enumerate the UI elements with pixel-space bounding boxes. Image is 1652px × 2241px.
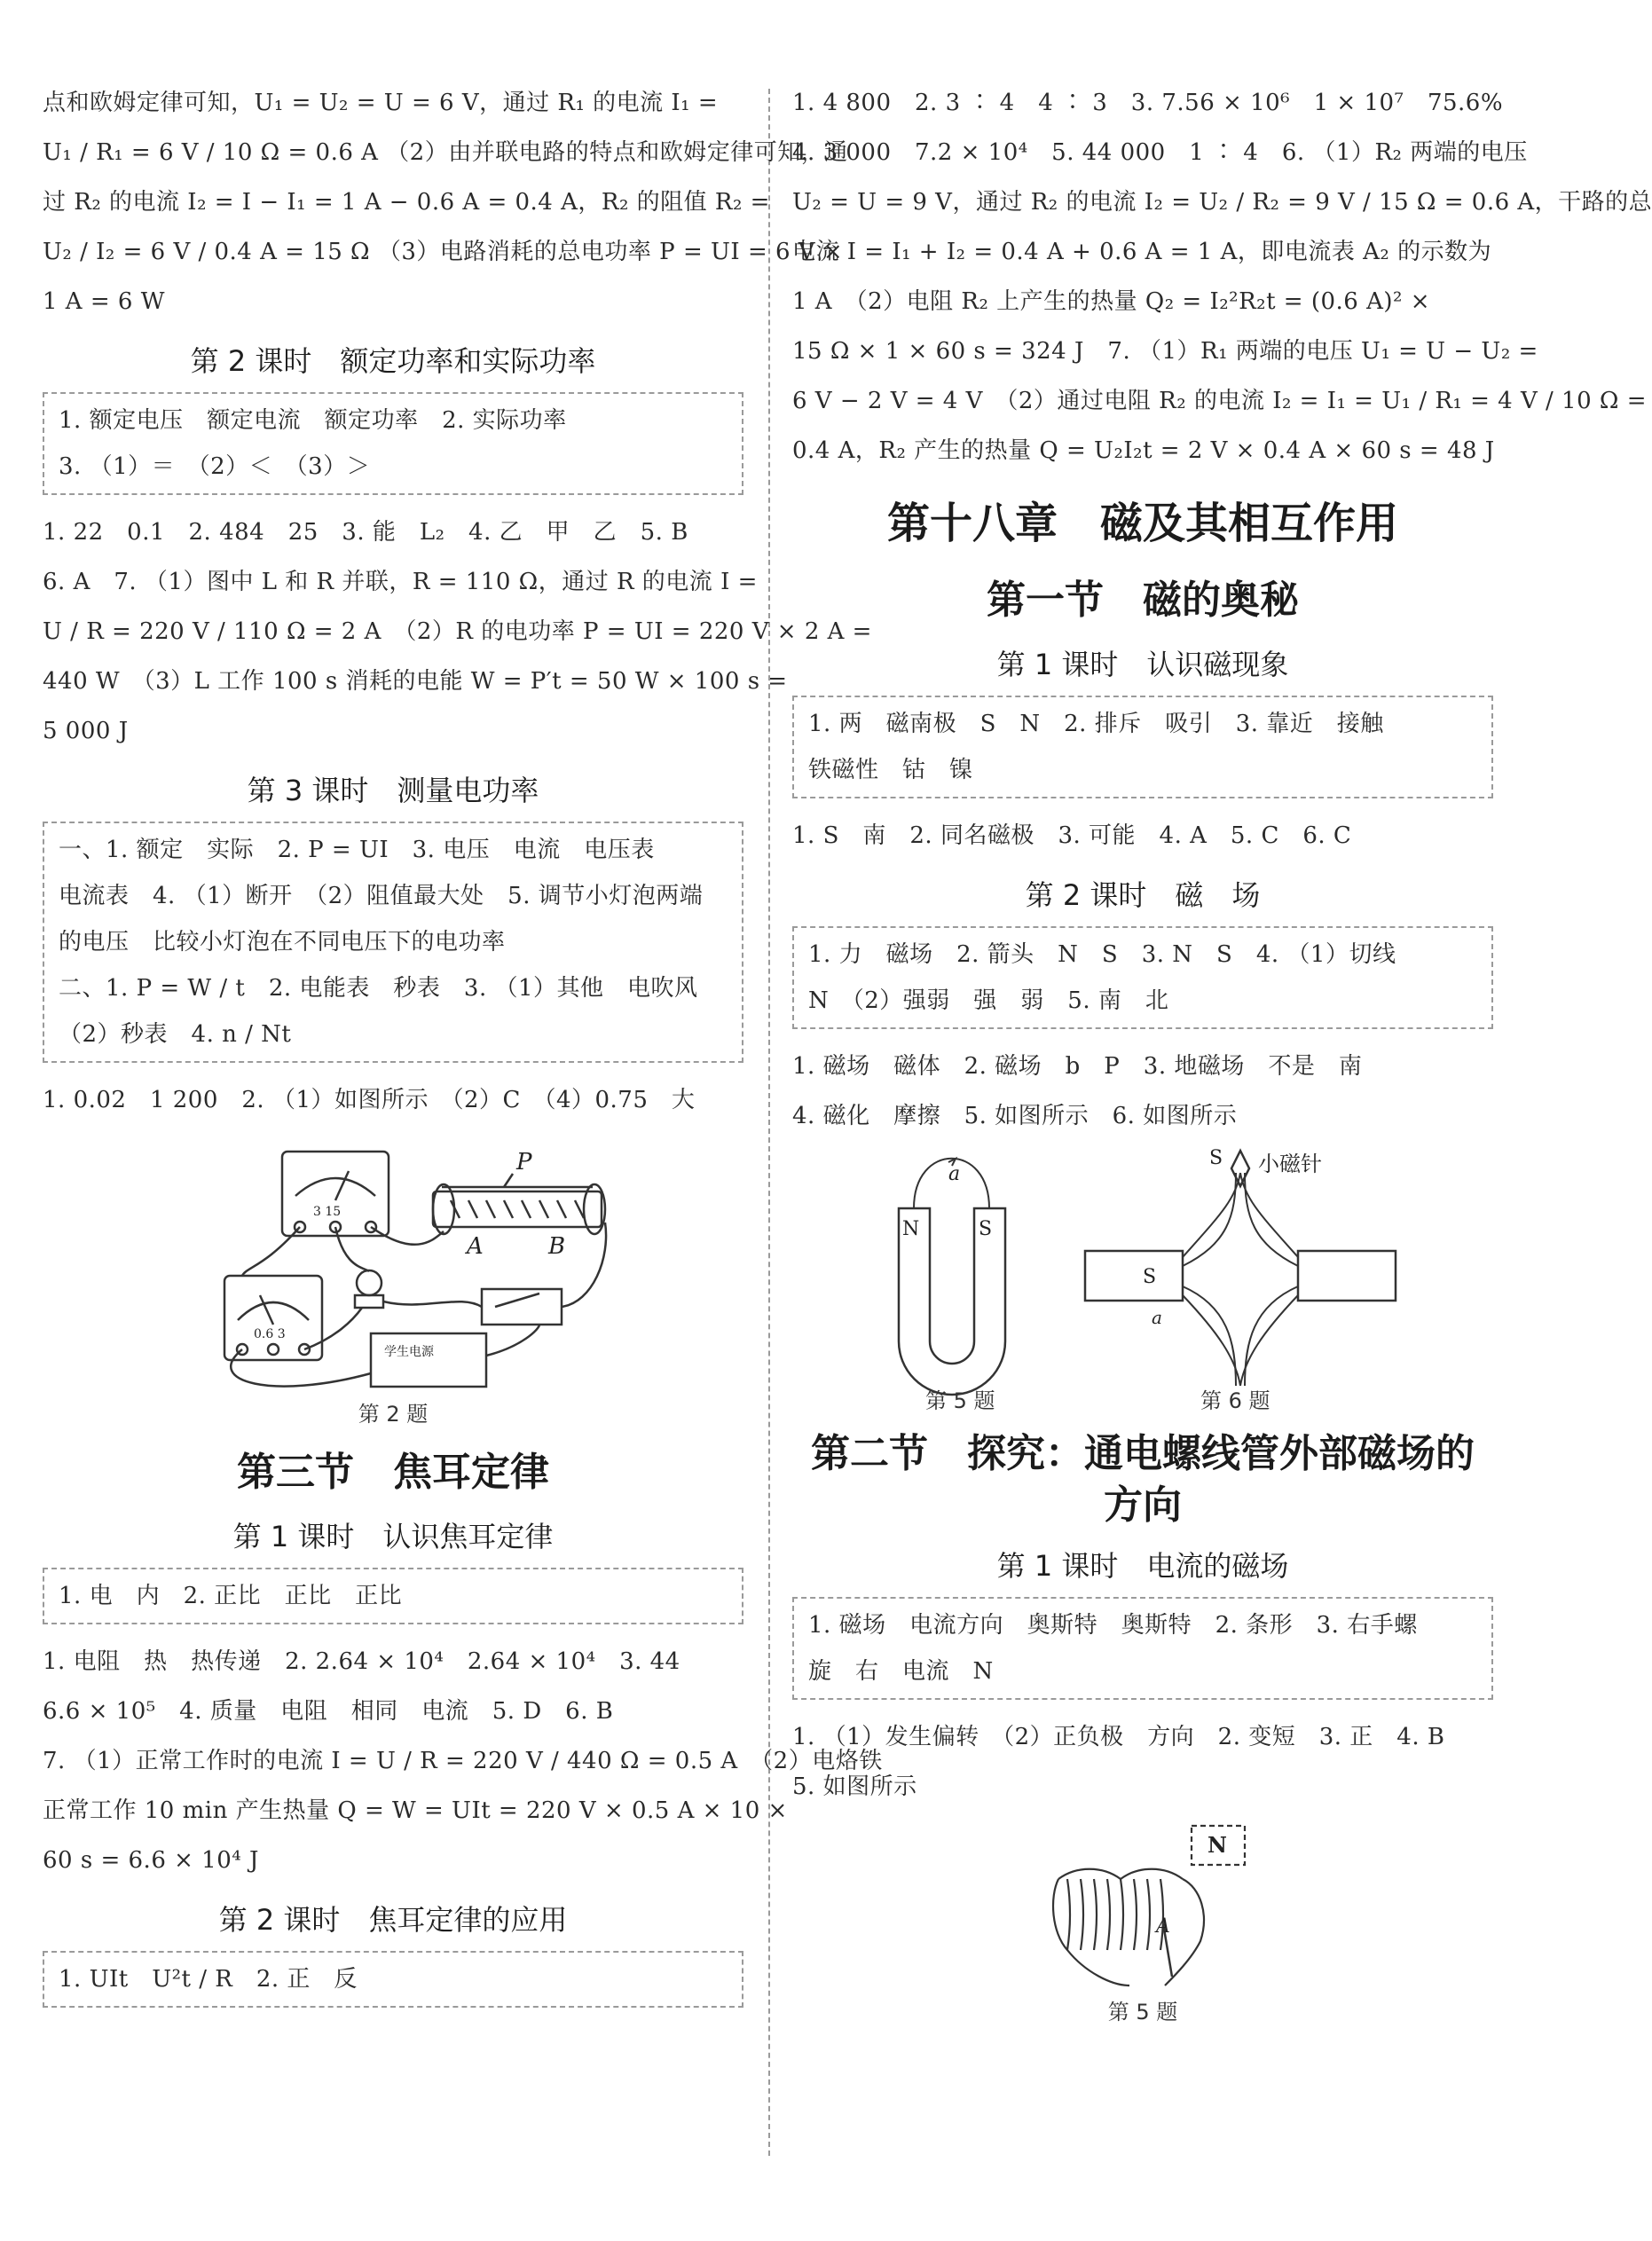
answer-line: 6 V − 2 V = 4 V （2）通过电阻 R₂ 的电流 I₂ = I₁ = U₁ / R₁ = 4 V / 10 Ω = bbox=[792, 388, 1647, 414]
answer-line: 一、1. 额定 实际 2. P = UI 3. 电压 电流 电压表 bbox=[59, 837, 655, 863]
switch-icon bbox=[482, 1289, 562, 1325]
answer-box bbox=[43, 822, 743, 1063]
supply-label: 学生电源 bbox=[384, 1345, 434, 1359]
answer-line: 0.4 A，R₂ 产生的热量 Q = U₂I₂t = 2 V × 0.4 A × 60 s = 48 J bbox=[792, 437, 1495, 464]
circuit-figure bbox=[43, 1134, 743, 1400]
figure-caption: 第 2 题 bbox=[358, 1402, 429, 1427]
answer-line: 1. UIt U²t / R 2. 正 反 bbox=[59, 1966, 358, 1993]
answer-line: 6. A 7. （1）图中 L 和 R 并联，R = 110 Ω，通过 R 的电流 I = bbox=[43, 569, 758, 595]
label-a-magnet: a bbox=[1152, 1307, 1162, 1328]
answer-line: 6.6 × 10⁵ 4. 质量 电阻 相同 电流 5. D 6. B bbox=[43, 1698, 614, 1725]
answer-line: 的电压 比较小灯泡在不同电压下的电功率 bbox=[59, 929, 506, 955]
answer-box bbox=[43, 392, 743, 495]
circuit-diagram bbox=[43, 1134, 743, 1400]
lesson-heading: 第 2 课时 磁 场 bbox=[1025, 878, 1261, 912]
lesson-heading: 第 1 课时 认识焦耳定律 bbox=[232, 1520, 554, 1553]
answer-line: （2）秒表 4. n / Nt bbox=[59, 1021, 292, 1048]
answer-line: 点和欧姆定律可知，U₁ = U₂ = U = 6 V，通过 R₁ 的电流 I₁ = bbox=[43, 90, 719, 116]
answer-box bbox=[792, 926, 1493, 1029]
label-p: P bbox=[516, 1149, 532, 1176]
answer-line: 1. 磁场 磁体 2. 磁场 b P 3. 地磁场 不是 南 bbox=[792, 1053, 1363, 1080]
answer-line: 1. （1）发生偏转 （2）正负极 方向 2. 变短 3. 正 4. B bbox=[792, 1724, 1445, 1750]
compass-needle-icon bbox=[1231, 1151, 1249, 1186]
answer-line: 440 W （3）L 工作 100 s 消耗的电能 W = P′t = 50 W × 100 s = bbox=[43, 668, 788, 695]
lesson-heading: 第 1 课时 认识磁现象 bbox=[996, 648, 1289, 681]
answer-line: 60 s = 6.6 × 10⁴ J bbox=[43, 1847, 259, 1874]
power-supply-icon bbox=[371, 1333, 486, 1387]
answer-line: 1 A = 6 W bbox=[43, 288, 165, 315]
answer-box bbox=[792, 1597, 1493, 1700]
answer-line: 4. 磁化 摩擦 5. 如图所示 6. 如图所示 bbox=[792, 1103, 1238, 1129]
label-b: B bbox=[548, 1233, 566, 1260]
u-magnet-icon bbox=[899, 1159, 1005, 1395]
answer-line: 1. 0.02 1 200 2. （1）如图所示 （2）C （4）0.75 大 bbox=[43, 1087, 696, 1113]
magnet-figures bbox=[792, 1146, 1493, 1412]
answer-line: 1. S 南 2. 同名磁极 3. 可能 4. A 5. C 6. C bbox=[792, 822, 1352, 849]
answer-line: 1. 额定电压 额定电流 额定功率 2. 实际功率 bbox=[59, 407, 567, 434]
answer-line: 二、1. P = W / t 2. 电能表 秒表 3. （1）其他 电吹风 bbox=[59, 975, 698, 1002]
lamp-icon bbox=[357, 1270, 382, 1295]
answer-line: 4. 3 000 7.2 × 10⁴ 5. 44 000 1 ∶ 4 6. （1）R₂ 两端的电压 bbox=[792, 139, 1528, 166]
figure-caption: 第 5 题 bbox=[925, 1388, 995, 1413]
answer-line: 5. 如图所示 bbox=[792, 1773, 917, 1800]
right-column bbox=[792, 78, 1652, 2025]
meter2-scale: 0.6 3 bbox=[254, 1327, 286, 1341]
answer-box bbox=[792, 696, 1493, 798]
answer-line: 5 000 J bbox=[43, 718, 129, 744]
section-heading: 第三节 焦耳定律 bbox=[237, 1450, 549, 1495]
label-s-magnet: S bbox=[1143, 1266, 1157, 1288]
figure-caption: 第 5 题 bbox=[1107, 2000, 1178, 2025]
answer-line: 3. （1）＝ （2）＜ （3）＞ bbox=[59, 453, 371, 480]
answer-line: 电流表 4. （1）断开 （2）阻值最大处 5. 调节小灯泡两端 bbox=[59, 883, 704, 909]
lesson-heading: 第 2 课时 焦耳定律的应用 bbox=[218, 1903, 568, 1937]
section-heading: 第二节 探究：通电螺线管外部磁场的方向 bbox=[811, 1431, 1475, 1528]
answer-line: 1. 力 磁场 2. 箭头 N S 3. N S 4. （1）切线 bbox=[808, 941, 1396, 968]
label-n: N bbox=[902, 1218, 920, 1240]
answer-line: 1. 22 0.1 2. 484 25 3. 能 L₂ 4. 乙 甲 乙 5. B bbox=[43, 519, 688, 546]
answer-line: 1. 磁场 电流方向 奥斯特 奥斯特 2. 条形 3. 右手螺 bbox=[808, 1612, 1418, 1639]
answer-box bbox=[43, 1951, 743, 2008]
answer-line: 过 R₂ 的电流 I₂ = I − I₁ = 1 A − 0.6 A = 0.4 A，R₂ 的阻值 R₂ = bbox=[43, 189, 770, 216]
answer-line: 1. 电阻 热 热传递 2. 2.64 × 10⁴ 2.64 × 10⁴ 3. 44 bbox=[43, 1648, 680, 1675]
label-s-top: S bbox=[1209, 1147, 1223, 1169]
answer-line: 1. 两 磁南极 S N 2. 排斥 吸引 3. 靠近 接触 bbox=[808, 711, 1384, 737]
answer-line: 1. 4 800 2. 3 ∶ 4 4 ∶ 3 3. 7.56 × 10⁶ 1 × 10⁷ 75.6% bbox=[792, 90, 1504, 116]
magnet-diagrams bbox=[792, 1146, 1493, 1412]
label-a: A bbox=[1156, 1915, 1170, 1938]
answer-line: 电流 I = I₁ + I₂ = 0.4 A + 0.6 A = 1 A，即电流表 A₂ 的示数为 bbox=[792, 239, 1492, 265]
meter1-scale: 3 15 bbox=[313, 1205, 342, 1219]
answer-line: U₂ = U = 9 V，通过 R₂ 的电流 I₂ = U₂ / R₂ = 9 V / 15 Ω = 0.6 A，干路的总 bbox=[792, 189, 1652, 216]
label-a: A bbox=[467, 1233, 484, 1260]
answer-line: 铁磁性 钴 镍 bbox=[808, 757, 973, 783]
answer-line: 旋 右 电流 N bbox=[808, 1658, 994, 1685]
column-divider bbox=[768, 89, 770, 2156]
solenoid-figure bbox=[792, 1817, 1493, 1994]
figure-caption: 第 6 题 bbox=[1200, 1388, 1270, 1413]
label-needle: 小磁针 bbox=[1258, 1152, 1322, 1176]
lesson-heading: 第 3 课时 测量电功率 bbox=[247, 774, 539, 807]
answer-line: U / R = 220 V / 110 Ω = 2 A （2）R 的电功率 P = UI = 220 V × 2 A = bbox=[43, 618, 872, 645]
answer-line: 1 A （2）电阻 R₂ 上产生的热量 Q₂ = I₂²R₂t = (0.6 A)² × bbox=[792, 288, 1430, 315]
answer-line: 15 Ω × 1 × 60 s = 324 J 7. （1）R₁ 两端的电压 U₁ = U − U₂ = bbox=[792, 338, 1538, 365]
bar-magnets-icon bbox=[1085, 1151, 1396, 1386]
answer-line: U₂ / I₂ = 6 V / 0.4 A = 15 Ω （3）电路消耗的总电功率 P = UI = 6 V × bbox=[43, 239, 844, 265]
lesson-heading: 第 1 课时 电流的磁场 bbox=[996, 1549, 1289, 1583]
label-s: S bbox=[979, 1218, 993, 1240]
answer-line: 1. 电 内 2. 正比 正比 正比 bbox=[59, 1583, 403, 1609]
solenoid-diagram bbox=[792, 1817, 1493, 1994]
label-n: N bbox=[1208, 1832, 1227, 1858]
section-heading: 第一节 磁的奥秘 bbox=[987, 578, 1299, 623]
answer-box bbox=[43, 1568, 743, 1624]
label-a: a bbox=[948, 1163, 961, 1185]
answer-line: N （2）强弱 强 弱 5. 南 北 bbox=[808, 987, 1169, 1014]
chapter-heading: 第十八章 磁及其相互作用 bbox=[886, 499, 1398, 548]
lesson-heading: 第 2 课时 额定功率和实际功率 bbox=[190, 344, 596, 378]
answer-line: U₁ / R₁ = 6 V / 10 Ω = 0.6 A （2）由并联电路的特点和欧姆定律可知，通 bbox=[43, 139, 848, 166]
rheostat-icon bbox=[433, 1191, 602, 1227]
answer-line: 7. （1）正常工作时的电流 I = U / R = 220 V / 440 Ω = 0.5 A （2）电烙铁 bbox=[43, 1748, 883, 1774]
answer-line: 正常工作 10 min 产生热量 Q = W = UIt = 220 V × 0.5 A × 10 × bbox=[43, 1797, 788, 1824]
